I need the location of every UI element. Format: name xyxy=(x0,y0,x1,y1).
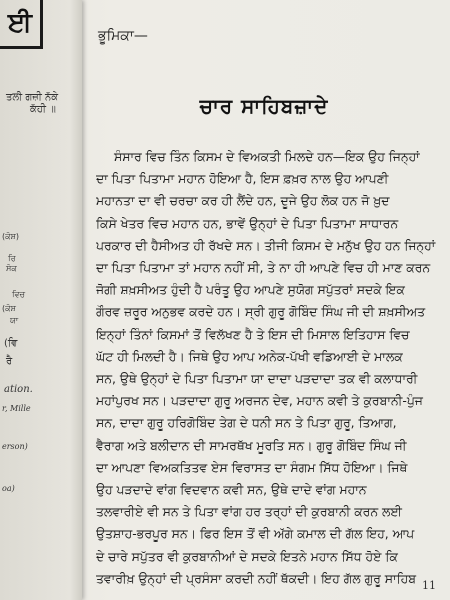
text-line: ਸੰਸਾਰ ਵਿਚ ਤਿੰਨ ਕਿਸਮ ਦੇ ਵਿਅਕਤੀ ਮਿਲਦੇ ਹਨ—ਇਕ ਉਹ ਜਿਨ੍ਹਾਂ xyxy=(114,149,420,164)
text-line: ਸਨ, ਦਾਦਾ ਗੁਰੂ ਹਰਿਗੋਬਿੰਦ ਤੇਗ ਦੇ ਧਨੀ ਸਨ ਤੇ ਪਿਤਾ ਗੁਰੂ, ਤਿਆਗ, xyxy=(96,415,397,431)
text-line: ਦਾ ਪਿਤਾ ਪਿਤਾਮਾ ਤਾਂ ਮਹਾਨ ਨਹੀਂ ਸੀ, ਤੇ ਨਾ ਹੀ ਆਪਣੇ ਵਿਚ ਹੀ ਮਾਣ ਕਰਨ xyxy=(96,260,431,276)
text-line: ਮਹਾਨਤਾ ਦਾ ਵੀ ਚਰਚਾ ਕਰ ਹੀ ਲੈਂਦੇ ਹਨ, ਦੂਜੇ ਉਹ ਲੋਕ ਹਨ ਜੋ ਖ਼ੁਦ xyxy=(96,193,390,209)
text-line: ਮਹਾਂਪੁਰਖ ਸਨ। ਪੜਦਾਦਾ ਗੁਰੂ ਅਰਜਨ ਦੇਵ, ਮਹਾਨ ਕਵੀ ਤੇ ਕੁਰਬਾਨੀ-ਪੁੰਜ xyxy=(96,393,423,409)
fragment-text: ਰਿ xyxy=(8,254,16,263)
text-line: ਉਹ ਪੜਦਾਦੇ ਵਾਂਗ ਵਿਦਵਾਨ ਕਵੀ ਸਨ, ਉਥੇ ਦਾਦੇ ਵਾਂਗ ਮਹਾਨ xyxy=(96,482,367,498)
page-content xyxy=(86,0,442,600)
fragment-text: oa) xyxy=(2,484,15,493)
text-line: ਗੌਰਵ ਜ਼ਰੂਰ ਅਨੁਭਵ ਕਰਦੇ ਹਨ। ਸ੍ਰੀ ਗੁਰੂ ਗੋਬਿੰਦ ਸਿੰਘ ਜੀ ਦੀ ਸ਼ਖ਼ਸੀਅਤ xyxy=(96,304,426,320)
corner-glyph-box: ਈ xyxy=(0,0,43,49)
fragment-text: ਸੋਕ xyxy=(6,264,17,273)
text-line: ਦਾ ਪਿਤਾ ਪਿਤਾਮਾ ਮਹਾਨ ਹੋਇਆ ਹੈ, ਇਸ ਫ਼ਖ਼ਰ ਨਾਲ ਉਹ ਆਪਣੀ xyxy=(96,171,389,187)
text-line: ਦੇ ਚਾਰੇ ਸਪੁੱਤਰ ਵੀ ਕੁਰਬਾਨੀਆਂ ਦੇ ਸਦਕੇ ਇਤਨੇ ਮਹਾਨ ਸਿੱਧ ਹੋਏ ਕਿ xyxy=(96,548,398,564)
fragment-text: (ਵਿ xyxy=(4,338,18,349)
text-line: ਜੋਗੀ ਸ਼ਖ਼ਸੀਅਤ ਹੁੰਦੀ ਹੈ ਪਰੰਤੂ ਉਹ ਆਪਣੇ ਸੁਯੋਗ ਸਪੁੱਤਰਾਂ ਸਦਕੇ ਇਕ xyxy=(96,282,405,298)
fragment-text: r, Mille xyxy=(2,404,31,413)
body-text xyxy=(96,146,436,590)
text-line: ਉਤਸ਼ਾਹ-ਭਰਪੂਰ ਸਨ। ਫਿਰ ਇਸ ਤੋਂ ਵੀ ਅੱਗੇ ਕਮਾਲ ਦੀ ਗੱਲ ਇਹ, ਆਪ xyxy=(96,526,415,542)
fragment-text: ation. xyxy=(4,384,33,395)
text-line: ਦਾ ਆਪਣਾ ਵਿਅਕਤਿਤਵ ਏਸ ਵਿਰਾਸਤ ਦਾ ਸੰਗਮ ਸਿੱਧ ਹੋਇਆ। ਜਿਥੇ xyxy=(96,459,408,475)
fragment-text: erson) xyxy=(2,442,28,451)
chapter-title: ਚਾਰ ਸਾਹਿਬਜ਼ਾਦੇ xyxy=(199,94,329,118)
text-line: ਪਰਕਾਰ ਦੀ ਹੈਸੀਅਤ ਹੀ ਰੱਖਦੇ ਸਨ। ਤੀਜੀ ਕਿਸਮ ਦੇ ਮਨੁੱਖ ਉਹ ਹਨ ਜਿਨ੍ਹਾਂ xyxy=(96,237,436,253)
fragment-text: ਰੈ xyxy=(6,356,13,367)
fragment-text: ਕੱਹੀ ॥ xyxy=(30,104,56,115)
page-number: 11 xyxy=(422,579,436,592)
text-line: ਤਲਵਾਰੀਏ ਵੀ ਸਨ ਤੇ ਪਿਤਾ ਵਾਂਗ ਹਰ ਤਰ੍ਹਾਂ ਦੀ ਕੁਰਬਾਨੀ ਕਰਨ ਲਈ xyxy=(96,504,402,520)
section-header: ਭੂਮਿਕਾ— xyxy=(98,28,148,44)
previous-page-edge xyxy=(0,0,82,600)
fragment-text: (ਕੋਸ਼ xyxy=(2,304,16,313)
fragment-text: (ਕੋਸ਼) xyxy=(2,232,20,241)
text-line: ਕਿਸੇ ਖੇਤਰ ਵਿਚ ਮਹਾਨ ਹਨ, ਭਾਵੇਂ ਉਨ੍ਹਾਂ ਦੇ ਪਿਤਾ ਪਿਤਾਮਾ ਸਾਧਾਰਨ xyxy=(96,215,399,231)
fragment-text: ਵਿਚ xyxy=(12,290,25,299)
fragment-text: ਯਾ xyxy=(10,316,19,325)
text-line: ਘੱਟ ਹੀ ਮਿਲਦੀ ਹੈ। ਜਿਥੇ ਉਹ ਆਪ ਅਨੇਕ-ਪੱਖੀ ਵਡਿਆਈ ਦੇ ਮਾਲਕ xyxy=(96,348,403,364)
text-line: ਇਨ੍ਹਾਂ ਤਿੰਨਾਂ ਕਿਸਮਾਂ ਤੋਂ ਵਿਲੱਖਣ ਹੈ ਤੇ ਇਸ ਦੀ ਮਿਸਾਲ ਇਤਿਹਾਸ ਵਿਚ xyxy=(96,326,410,342)
text-line: ਸਨ, ਉਥੇ ਉਨ੍ਹਾਂ ਦੇ ਪਿਤਾ ਪਿਤਾਮਾ ਯਾ ਦਾਦਾ ਪੜਦਾਦਾ ਤਕ ਵੀ ਕਲਾਧਾਰੀ xyxy=(96,371,418,387)
fragment-text: ਤਲੀ ਗਜ਼ੀ ਨੱਕੇ xyxy=(6,92,59,103)
text-line: ਤਵਾਰੀਖ਼ ਉਨ੍ਹਾਂ ਦੀ ਪ੍ਰਸੰਸਾ ਕਰਦੀ ਨਹੀਂ ਥੱਕਦੀ। ਇਹ ਗੱਲ ਗੁਰੂ ਸਾਹਿਬ xyxy=(96,570,416,586)
text-line: ਵੈਰਾਗ ਅਤੇ ਬਲੀਦਾਨ ਦੀ ਸਾਮਰਥੱਖ ਮੂਰਤਿ ਸਨ। ਗੁਰੂ ਗੋਬਿੰਦ ਸਿੰਘ ਜੀ xyxy=(96,437,407,453)
